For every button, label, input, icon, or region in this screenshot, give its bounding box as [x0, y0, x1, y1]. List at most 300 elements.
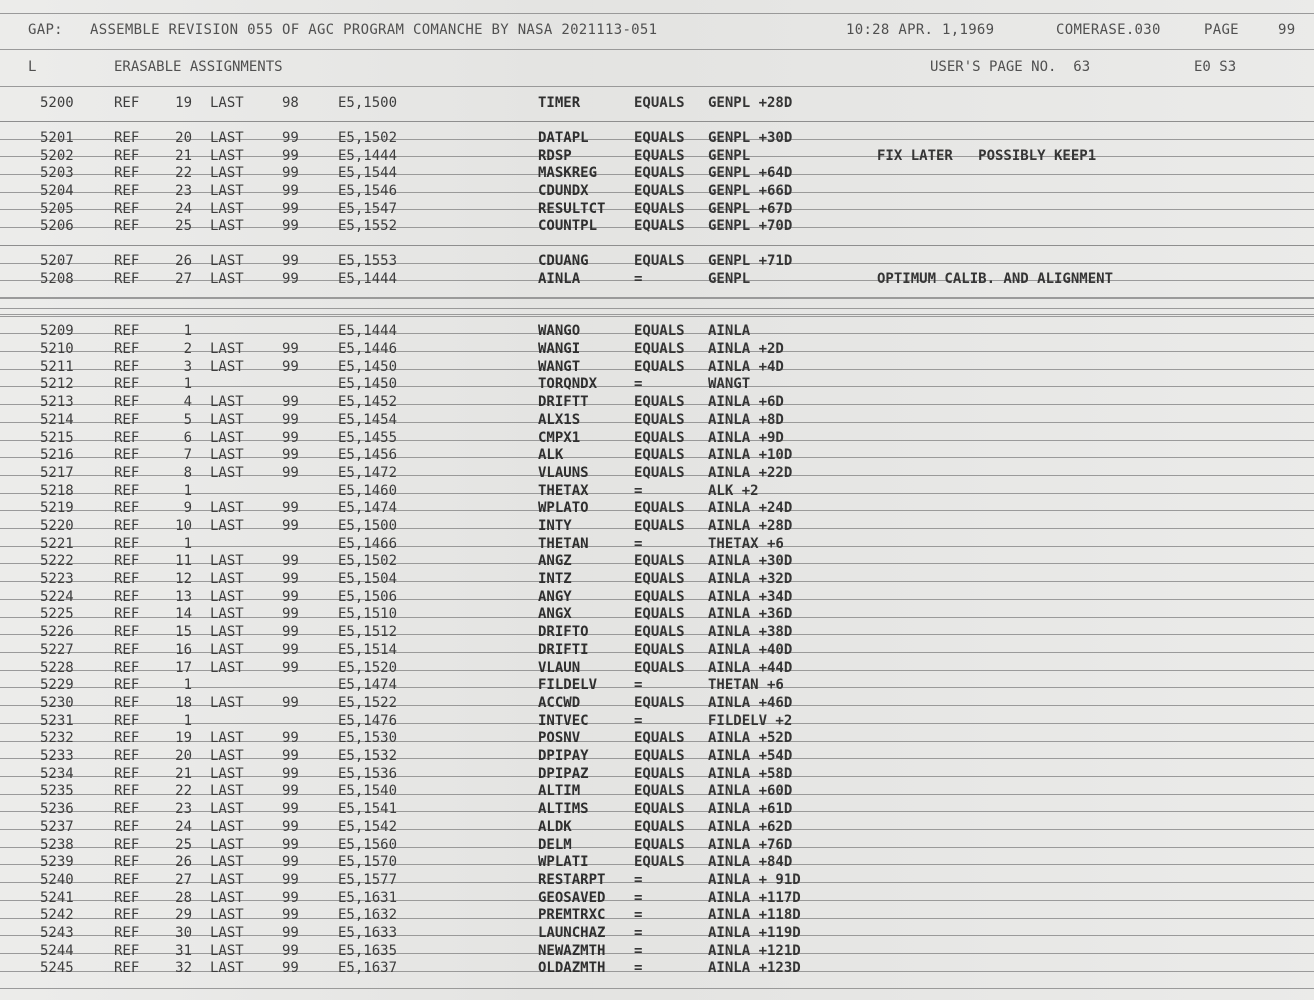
listing-row [0, 341, 1314, 358]
listing-row [0, 695, 1314, 712]
last-page: 99 [282, 960, 299, 976]
last-keyword: LAST [210, 165, 244, 181]
last-page: 99 [282, 412, 299, 428]
operation: EQUALS [634, 394, 685, 410]
symbol-label: ANGX [538, 606, 572, 622]
ref-count: 25 [175, 837, 192, 853]
ref-keyword: REF [114, 376, 140, 392]
header-left: GAP: [28, 22, 63, 38]
operand: AINLA +9D [708, 430, 784, 446]
listing-row [0, 394, 1314, 411]
last-page: 99 [282, 872, 299, 888]
operand: AINLA +118D [708, 907, 801, 923]
symbol-label: INTVEC [538, 713, 589, 729]
ref-count: 1 [183, 536, 192, 552]
erasable-address: E5,1474 [338, 500, 398, 516]
operation: EQUALS [634, 183, 685, 199]
symbol-label: ALTIMS [538, 801, 589, 817]
ref-count: 10 [175, 518, 192, 534]
last-page: 99 [282, 748, 299, 764]
line-number: 5233 [40, 748, 74, 764]
last-page: 98 [282, 95, 299, 111]
last-keyword: LAST [210, 907, 244, 923]
ref-count: 22 [175, 783, 192, 799]
line-number: 5242 [40, 907, 74, 923]
paper-rule [0, 13, 1314, 14]
listing-row [0, 943, 1314, 960]
line-number: 5214 [40, 412, 74, 428]
last-keyword: LAST [210, 730, 244, 746]
listing-row [0, 430, 1314, 447]
ref-count: 26 [175, 253, 192, 269]
last-page: 99 [282, 253, 299, 269]
header-file: COMERASE.030 [1056, 22, 1161, 38]
last-page: 99 [282, 130, 299, 146]
operand: AINLA +30D [708, 553, 793, 569]
ref-keyword: REF [114, 677, 140, 693]
ref-count: 11 [175, 553, 192, 569]
operand: GENPL +66D [708, 183, 793, 199]
operation: = [634, 713, 643, 729]
listing-row [0, 854, 1314, 871]
erasable-address: E5,1544 [338, 165, 398, 181]
erasable-address: E5,1466 [338, 536, 398, 552]
symbol-label: ALDK [538, 819, 572, 835]
ref-count: 29 [175, 907, 192, 923]
operation: EQUALS [634, 589, 685, 605]
line-number: 5239 [40, 854, 74, 870]
erasable-address: E5,1514 [338, 642, 398, 658]
ref-keyword: REF [114, 536, 140, 552]
symbol-label: DPIPAZ [538, 766, 589, 782]
ref-count: 8 [183, 465, 192, 481]
listing-row [0, 925, 1314, 942]
listing-row [0, 553, 1314, 570]
ref-keyword: REF [114, 642, 140, 658]
symbol-label: RESTARPT [538, 872, 606, 888]
operand: AINLA +40D [708, 642, 793, 658]
line-number: 5243 [40, 925, 74, 941]
symbol-label: ACCWD [538, 695, 581, 711]
operand: AINLA +61D [708, 801, 793, 817]
last-keyword: LAST [210, 518, 244, 534]
last-page: 99 [282, 783, 299, 799]
listing-row [0, 960, 1314, 977]
erasable-address: E5,1633 [338, 925, 398, 941]
line-number: 5220 [40, 518, 74, 534]
operand: AINLA +54D [708, 748, 793, 764]
header-timestamp: 10:28 APR. 1,1969 [846, 22, 995, 38]
line-number: 5228 [40, 660, 74, 676]
line-number: 5222 [40, 553, 74, 569]
last-keyword: LAST [210, 589, 244, 605]
operand: AINLA +123D [708, 960, 801, 976]
operation: EQUALS [634, 430, 685, 446]
operand: AINLA +38D [708, 624, 793, 640]
symbol-label: VLAUN [538, 660, 581, 676]
erasable-address: E5,1570 [338, 854, 398, 870]
operand: THETAX +6 [708, 536, 784, 552]
line-number: 5241 [40, 890, 74, 906]
last-keyword: LAST [210, 201, 244, 217]
ref-count: 1 [183, 677, 192, 693]
last-keyword: LAST [210, 748, 244, 764]
last-page: 99 [282, 925, 299, 941]
ref-count: 24 [175, 201, 192, 217]
symbol-label: VLAUNS [538, 465, 589, 481]
operation: EQUALS [634, 695, 685, 711]
header-page-label: PAGE [1204, 22, 1239, 38]
erasable-address: E5,1553 [338, 253, 398, 269]
erasable-address: E5,1476 [338, 713, 398, 729]
operation: EQUALS [634, 642, 685, 658]
listing-row [0, 218, 1314, 235]
erasable-address: E5,1635 [338, 943, 398, 959]
operand: AINLA +117D [708, 890, 801, 906]
line-number: 5216 [40, 447, 74, 463]
symbol-label: CMPX1 [538, 430, 581, 446]
line-number: 5200 [40, 95, 74, 111]
last-page: 99 [282, 500, 299, 516]
last-page: 99 [282, 183, 299, 199]
operation: EQUALS [634, 748, 685, 764]
operation: EQUALS [634, 819, 685, 835]
listing-row [0, 606, 1314, 623]
line-number: 5202 [40, 148, 74, 164]
ref-count: 24 [175, 819, 192, 835]
ref-count: 20 [175, 748, 192, 764]
line-number: 5240 [40, 872, 74, 888]
ref-keyword: REF [114, 907, 140, 923]
last-page: 99 [282, 854, 299, 870]
ref-keyword: REF [114, 695, 140, 711]
symbol-label: RESULTCT [538, 201, 606, 217]
ref-keyword: REF [114, 95, 140, 111]
listing-row [0, 748, 1314, 765]
operand: AINLA +34D [708, 589, 793, 605]
last-keyword: LAST [210, 465, 244, 481]
ref-count: 18 [175, 695, 192, 711]
erasable-address: E5,1500 [338, 95, 398, 111]
last-keyword: LAST [210, 943, 244, 959]
operand: GENPL +71D [708, 253, 793, 269]
operand: AINLA +58D [708, 766, 793, 782]
ref-count: 28 [175, 890, 192, 906]
last-page: 99 [282, 148, 299, 164]
last-keyword: LAST [210, 642, 244, 658]
line-number: 5225 [40, 606, 74, 622]
ref-count: 1 [183, 713, 192, 729]
line-number: 5229 [40, 677, 74, 693]
symbol-label: ANGZ [538, 553, 572, 569]
operation: EQUALS [634, 412, 685, 428]
last-page: 99 [282, 819, 299, 835]
symbol-label: AINLA [538, 271, 581, 287]
operation: = [634, 677, 643, 693]
symbol-label: ANGY [538, 589, 572, 605]
section-code: E0 S3 [1194, 59, 1237, 75]
ref-keyword: REF [114, 943, 140, 959]
last-page: 99 [282, 165, 299, 181]
ref-count: 14 [175, 606, 192, 622]
last-page: 99 [282, 837, 299, 853]
operation: EQUALS [634, 571, 685, 587]
listing-row [0, 518, 1314, 535]
erasable-address: E5,1631 [338, 890, 398, 906]
operand: AINLA +8D [708, 412, 784, 428]
listing-row [0, 183, 1314, 200]
erasable-address: E5,1454 [338, 412, 398, 428]
last-page: 99 [282, 943, 299, 959]
symbol-label: DRIFTO [538, 624, 589, 640]
last-keyword: LAST [210, 553, 244, 569]
ref-keyword: REF [114, 819, 140, 835]
listing-row [0, 907, 1314, 924]
erasable-address: E5,1512 [338, 624, 398, 640]
erasable-address: E5,1536 [338, 766, 398, 782]
ref-keyword: REF [114, 271, 140, 287]
ref-count: 1 [183, 323, 192, 339]
symbol-label: DRIFTT [538, 394, 589, 410]
symbol-label: ALK [538, 447, 564, 463]
listing-row [0, 359, 1314, 376]
operand: AINLA +119D [708, 925, 801, 941]
line-number: 5210 [40, 341, 74, 357]
symbol-label: INTY [538, 518, 572, 534]
ref-keyword: REF [114, 553, 140, 569]
line-number: 5203 [40, 165, 74, 181]
ref-keyword: REF [114, 394, 140, 410]
erasable-address: E5,1510 [338, 606, 398, 622]
line-number: 5234 [40, 766, 74, 782]
line-number: 5218 [40, 483, 74, 499]
ref-count: 31 [175, 943, 192, 959]
line-number: 5236 [40, 801, 74, 817]
paper-rule [0, 298, 1314, 299]
listing-row [0, 766, 1314, 783]
last-keyword: LAST [210, 271, 244, 287]
ref-keyword: REF [114, 430, 140, 446]
ref-count: 19 [175, 730, 192, 746]
erasable-address: E5,1637 [338, 960, 398, 976]
ref-keyword: REF [114, 412, 140, 428]
ref-keyword: REF [114, 624, 140, 640]
ref-keyword: REF [114, 201, 140, 217]
last-page: 99 [282, 394, 299, 410]
listing-row [0, 730, 1314, 747]
listing-row [0, 201, 1314, 218]
ref-count: 21 [175, 766, 192, 782]
symbol-label: FILDELV [538, 677, 598, 693]
operand: GENPL +28D [708, 95, 793, 111]
ref-keyword: REF [114, 837, 140, 853]
listing-row [0, 323, 1314, 340]
last-page: 99 [282, 730, 299, 746]
last-keyword: LAST [210, 394, 244, 410]
listing-row [0, 642, 1314, 659]
last-page: 99 [282, 642, 299, 658]
last-keyword: LAST [210, 960, 244, 976]
line-number: 5211 [40, 359, 74, 375]
ref-keyword: REF [114, 713, 140, 729]
operand: AINLA +6D [708, 394, 784, 410]
symbol-label: DRIFTI [538, 642, 589, 658]
erasable-address: E5,1632 [338, 907, 398, 923]
erasable-address: E5,1542 [338, 819, 398, 835]
operation: = [634, 271, 643, 287]
listing-row [0, 819, 1314, 836]
last-keyword: LAST [210, 695, 244, 711]
ref-count: 2 [183, 341, 192, 357]
symbol-label: LAUNCHAZ [538, 925, 606, 941]
listing-row [0, 465, 1314, 482]
ref-keyword: REF [114, 183, 140, 199]
symbol-label: NEWAZMTH [538, 943, 606, 959]
paper-rule [0, 49, 1314, 50]
last-keyword: LAST [210, 500, 244, 516]
symbol-label: DPIPAY [538, 748, 589, 764]
line-number: 5227 [40, 642, 74, 658]
last-page: 99 [282, 359, 299, 375]
ref-keyword: REF [114, 518, 140, 534]
last-page: 99 [282, 271, 299, 287]
ref-count: 20 [175, 130, 192, 146]
last-keyword: LAST [210, 624, 244, 640]
erasable-address: E5,1472 [338, 465, 398, 481]
section-title: ERASABLE ASSIGNMENTS [114, 59, 283, 75]
ref-keyword: REF [114, 447, 140, 463]
paper-rule [0, 245, 1314, 246]
erasable-address: E5,1560 [338, 837, 398, 853]
last-keyword: LAST [210, 925, 244, 941]
operation: EQUALS [634, 465, 685, 481]
symbol-label: INTZ [538, 571, 572, 587]
ref-keyword: REF [114, 748, 140, 764]
operand: AINLA +121D [708, 943, 801, 959]
last-keyword: LAST [210, 571, 244, 587]
last-page: 99 [282, 606, 299, 622]
operation: EQUALS [634, 766, 685, 782]
ref-keyword: REF [114, 783, 140, 799]
ref-keyword: REF [114, 960, 140, 976]
last-keyword: LAST [210, 183, 244, 199]
operation: EQUALS [634, 218, 685, 234]
ref-keyword: REF [114, 253, 140, 269]
comment: FIX LATER POSSIBLY KEEP1 [877, 148, 1097, 164]
ref-keyword: REF [114, 660, 140, 676]
operation: EQUALS [634, 253, 685, 269]
line-number: 5201 [40, 130, 74, 146]
line-number: 5237 [40, 819, 74, 835]
erasable-address: E5,1540 [338, 783, 398, 799]
ref-keyword: REF [114, 218, 140, 234]
ref-count: 27 [175, 872, 192, 888]
last-keyword: LAST [210, 660, 244, 676]
line-number: 5231 [40, 713, 74, 729]
comment: OPTIMUM CALIB. AND ALIGNMENT [877, 271, 1114, 287]
last-keyword: LAST [210, 890, 244, 906]
last-keyword: LAST [210, 412, 244, 428]
last-keyword: LAST [210, 606, 244, 622]
operation: EQUALS [634, 730, 685, 746]
paper-rule [0, 308, 1314, 309]
last-page: 99 [282, 695, 299, 711]
last-keyword: LAST [210, 341, 244, 357]
last-keyword: LAST [210, 837, 244, 853]
ref-keyword: REF [114, 359, 140, 375]
symbol-label: RDSP [538, 148, 572, 164]
operand: AINLA +4D [708, 359, 784, 375]
symbol-label: POSNV [538, 730, 581, 746]
erasable-address: E5,1452 [338, 394, 398, 410]
last-keyword: LAST [210, 253, 244, 269]
ref-count: 9 [183, 500, 192, 516]
ref-keyword: REF [114, 606, 140, 622]
operand: AINLA +10D [708, 447, 793, 463]
line-number: 5232 [40, 730, 74, 746]
operand: AINLA + 91D [708, 872, 801, 888]
line-number: 5209 [40, 323, 74, 339]
last-page: 99 [282, 218, 299, 234]
symbol-label: CDUNDX [538, 183, 589, 199]
erasable-address: E5,1541 [338, 801, 398, 817]
ref-count: 23 [175, 183, 192, 199]
listing-row [0, 837, 1314, 854]
erasable-address: E5,1456 [338, 447, 398, 463]
paper-rule [0, 988, 1314, 989]
operation: = [634, 943, 643, 959]
erasable-address: E5,1546 [338, 183, 398, 199]
operation: EQUALS [634, 148, 685, 164]
operand: AINLA +84D [708, 854, 793, 870]
operand: ALK +2 [708, 483, 759, 499]
operation: = [634, 960, 643, 976]
ref-keyword: REF [114, 801, 140, 817]
ref-count: 26 [175, 854, 192, 870]
erasable-address: E5,1522 [338, 695, 398, 711]
ref-keyword: REF [114, 130, 140, 146]
listing-row [0, 412, 1314, 429]
ref-count: 1 [183, 483, 192, 499]
operation: EQUALS [634, 837, 685, 853]
symbol-label: WPLATO [538, 500, 589, 516]
ref-keyword: REF [114, 341, 140, 357]
erasable-address: E5,1532 [338, 748, 398, 764]
operand: AINLA +32D [708, 571, 793, 587]
symbol-label: CDUANG [538, 253, 589, 269]
symbol-label: ALX1S [538, 412, 581, 428]
symbol-label: TIMER [538, 95, 581, 111]
line-number: 5221 [40, 536, 74, 552]
last-page: 99 [282, 341, 299, 357]
ref-keyword: REF [114, 483, 140, 499]
ref-count: 27 [175, 271, 192, 287]
operand: AINLA +2D [708, 341, 784, 357]
listing-row [0, 165, 1314, 182]
last-keyword: LAST [210, 148, 244, 164]
listing-row [0, 589, 1314, 606]
erasable-address: E5,1547 [338, 201, 398, 217]
operation: EQUALS [634, 606, 685, 622]
symbol-label: WPLATI [538, 854, 589, 870]
listing-row [0, 447, 1314, 464]
symbol-label: OLDAZMTH [538, 960, 606, 976]
ref-count: 1 [183, 376, 192, 392]
user-page-number: USER'S PAGE NO. 63 [930, 59, 1091, 75]
ref-count: 22 [175, 165, 192, 181]
operation: = [634, 483, 643, 499]
header-title: ASSEMBLE REVISION 055 OF AGC PROGRAM COMANCHE BY NASA 2021113-051 [90, 22, 658, 38]
